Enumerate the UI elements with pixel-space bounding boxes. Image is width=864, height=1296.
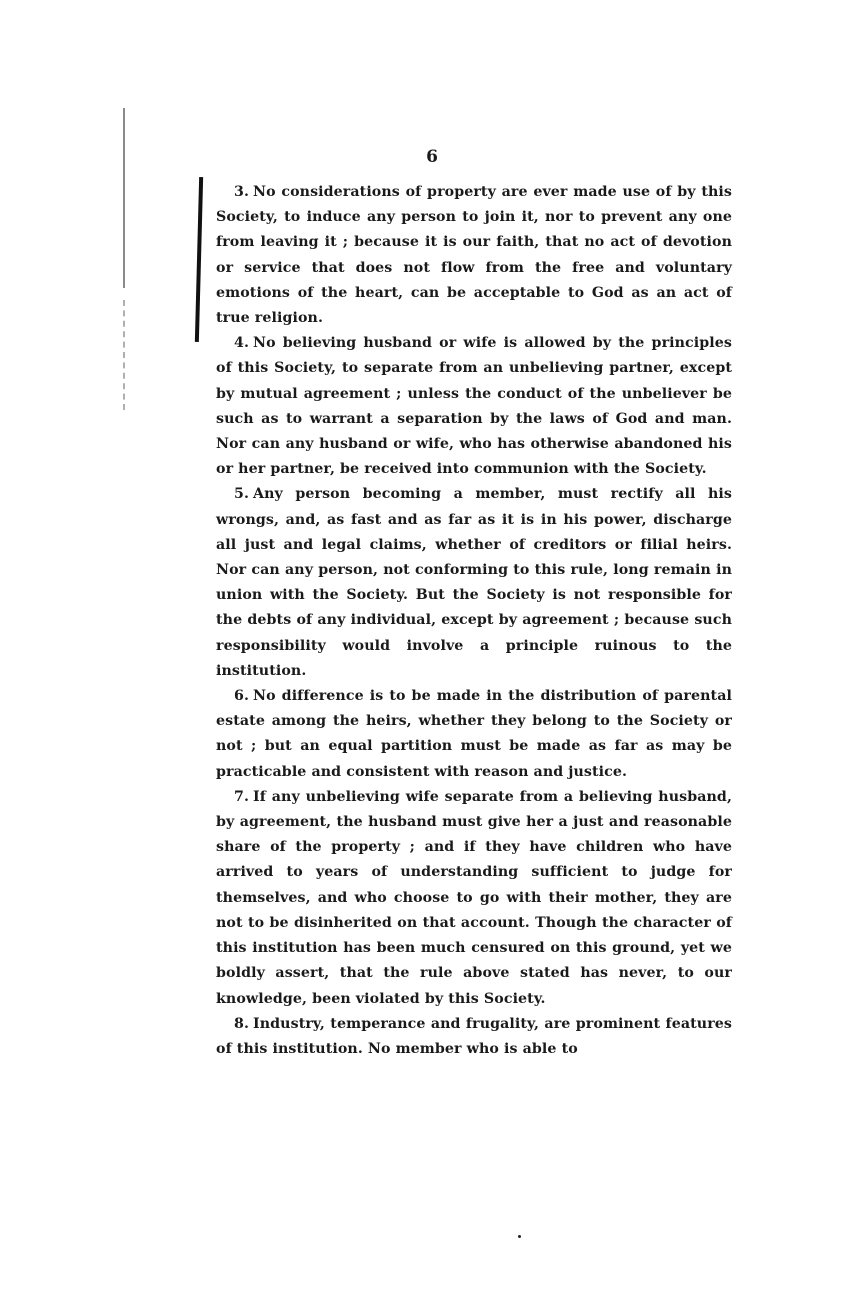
paragraph-number: 7.: [234, 788, 250, 805]
paragraph-text: If any unbelieving wife separate from a believing husband, by agreement, the husband must give her a just and reasonable share of the property ; and if they have children who have arrived to years of understanding sufficient to judge for themselves, and who choose to go with their mother, they are not to be disinherited on that account. Though the character of this institution has been much censured on this ground, yet we boldly assert, that the rule above stated has never, to our knowledge, been violated by this Society.: [216, 788, 732, 1007]
paragraph-5: [216, 482, 732, 684]
paragraph-3: [216, 180, 732, 331]
scan-speck: [518, 1235, 521, 1238]
body-text: [216, 180, 732, 1062]
paragraph-8: [216, 1012, 732, 1062]
paragraph-number: 8.: [234, 1015, 250, 1032]
page-number: 6: [426, 147, 438, 167]
paragraph-text: Industry, temperance and frugality, are prominent features of this institution. No member who is able to: [216, 1015, 732, 1057]
paragraph-text: Any person becoming a member, must rectify all his wrongs, and, as fast and as far as it is in his power, discharge all just and legal claims, whether of creditors or filial heirs. Nor can any person, not conforming to this rule, long remain in union with the Society. But the Society is not responsible for the debts of any individual, except by agreement ; because such responsibility would involve a principle ruinous to the institution.: [216, 486, 732, 679]
paragraph-7: [216, 785, 732, 1012]
paragraph-text: No considerations of property are ever made use of by this Society, to induce any person to join it, nor to prevent any one from leaving it ; because it is our faith, that no act of devotion or service that does not flow from the free and voluntary emotions of the heart, can be acceptable to God as an act of true religion.: [216, 184, 732, 327]
paragraph-text: No believing husband or wife is allowed by the principles of this Society, to separate from an unbelieving partner, except by mutual agreement ; unless the conduct of the unbeliever be such as to warrant a separation by the laws of God and man. Nor can any husband or wife, who has otherwise abandoned his or her partner, be received into communion with the Society.: [216, 335, 732, 478]
margin-rule-line: [123, 108, 125, 288]
paragraph-4: [216, 331, 732, 482]
paragraph-number: 4.: [234, 335, 250, 352]
paragraph-6: [216, 684, 732, 785]
paragraph-number: 3.: [234, 184, 250, 200]
margin-sideline-mark: [195, 177, 203, 342]
margin-rule-dashed-line: [123, 300, 125, 410]
paragraph-number: 6.: [234, 688, 250, 705]
paragraph-text: No difference is to be made in the distribution of parental estate among the heirs, whether they belong to the Society or not ; but an equal partition must be made as far as may be practicable and consistent with reason and justice.: [216, 688, 732, 780]
paragraph-number: 5.: [234, 486, 250, 503]
